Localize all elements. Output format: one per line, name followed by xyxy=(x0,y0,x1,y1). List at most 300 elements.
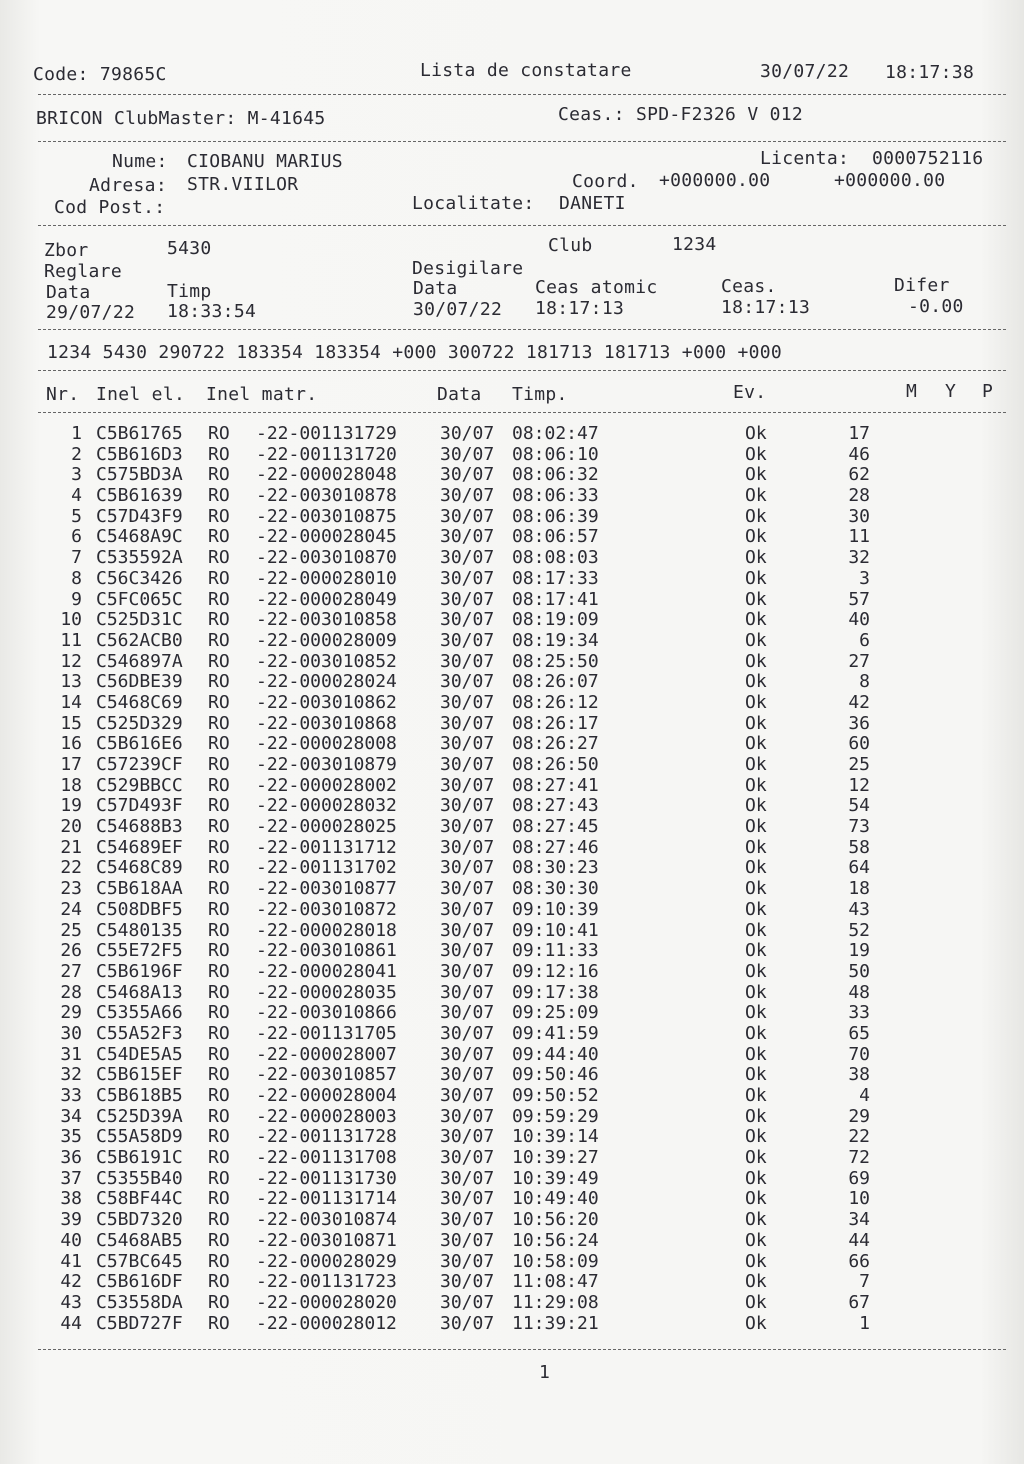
event-status: Ok xyxy=(745,754,767,775)
electronic-ring: C546897A xyxy=(96,650,183,672)
arrival-date: 30/07 xyxy=(440,1105,495,1127)
event-status: Ok xyxy=(745,1209,767,1231)
country-code: RO xyxy=(208,712,230,734)
row-number: 16 xyxy=(60,733,82,755)
country-code: RO xyxy=(208,485,230,507)
event-status: Ok xyxy=(745,960,767,982)
country-code: RO xyxy=(208,1105,230,1127)
table-row xyxy=(0,713,1024,734)
ring-number: -22-000028048 xyxy=(256,464,397,486)
arrival-time: 08:06:39 xyxy=(512,505,599,527)
rank-position: 1 xyxy=(859,1312,870,1334)
event-status: Ok xyxy=(745,836,767,858)
rank-position: 18 xyxy=(848,878,870,900)
arrival-date: 30/07 xyxy=(440,960,495,982)
event-status: Ok xyxy=(745,588,767,610)
ring-number: -22-000028045 xyxy=(256,526,397,548)
ring-number: -22-000028018 xyxy=(256,919,397,941)
col-p: P xyxy=(982,381,994,402)
electronic-ring: C5B61639 xyxy=(96,485,183,507)
arrival-time: 08:25:50 xyxy=(512,650,599,672)
country-code: RO xyxy=(208,1291,230,1313)
arrival-time: 08:06:57 xyxy=(512,526,599,548)
rank-position: 8 xyxy=(859,671,870,693)
ring-number: -22-003010862 xyxy=(256,691,397,713)
divider xyxy=(38,94,1006,95)
arrival-time: 11:08:47 xyxy=(512,1271,599,1293)
arrival-date: 30/07 xyxy=(440,1271,495,1293)
table-row xyxy=(0,837,1024,858)
arrival-time: 10:39:14 xyxy=(512,1126,599,1148)
event-status: Ok xyxy=(745,1064,767,1086)
coord-label: Coord. xyxy=(572,171,639,192)
ring-number: -22-001131729 xyxy=(256,423,397,444)
electronic-ring: C562ACB0 xyxy=(96,629,183,651)
country-code: RO xyxy=(208,836,230,858)
row-number: 20 xyxy=(60,816,82,838)
country-code: RO xyxy=(208,609,230,631)
name-label: Nume: xyxy=(112,151,168,172)
electronic-ring: C5468A9C xyxy=(96,526,183,548)
results-table xyxy=(0,423,1024,1333)
arrival-time: 10:49:40 xyxy=(512,1188,599,1210)
row-number: 25 xyxy=(60,919,82,941)
rank-position: 54 xyxy=(848,795,870,817)
table-row xyxy=(0,526,1024,547)
country-code: RO xyxy=(208,1147,230,1169)
electronic-ring: C5B61765 xyxy=(96,423,183,444)
country-code: RO xyxy=(208,919,230,941)
arrival-date: 30/07 xyxy=(440,691,495,713)
row-number: 33 xyxy=(60,1085,82,1106)
electronic-ring: C529BBCC xyxy=(96,774,183,796)
col-data: Data xyxy=(437,384,482,405)
open-date: 30/07/22 xyxy=(413,299,503,320)
arrival-time: 10:39:27 xyxy=(512,1147,599,1169)
arrival-date: 30/07 xyxy=(440,1064,495,1086)
rank-position: 65 xyxy=(848,1022,870,1044)
rank-position: 17 xyxy=(848,423,870,444)
event-status: Ok xyxy=(745,671,767,693)
row-number: 1 xyxy=(71,423,82,444)
ring-number: -22-000028003 xyxy=(256,1105,397,1127)
rank-position: 50 xyxy=(848,960,870,982)
table-row xyxy=(0,444,1024,465)
row-number: 9 xyxy=(71,588,82,610)
electronic-ring: C525D39A xyxy=(96,1105,183,1127)
arrival-date: 30/07 xyxy=(440,754,495,775)
event-status: Ok xyxy=(745,774,767,796)
country-code: RO xyxy=(208,1126,230,1148)
clock-model: Ceas.: SPD-F2326 V 012 xyxy=(558,104,804,125)
row-number: 26 xyxy=(60,940,82,962)
electronic-ring: C5BD727F xyxy=(96,1312,183,1334)
electronic-ring: C5B6191C xyxy=(96,1147,183,1169)
event-status: Ok xyxy=(745,1085,767,1106)
country-code: RO xyxy=(208,816,230,838)
arrival-date: 30/07 xyxy=(440,485,495,507)
ring-number: -22-001131705 xyxy=(256,1022,397,1044)
ring-number: -22-000028012 xyxy=(256,1312,397,1334)
rank-position: 11 xyxy=(848,526,870,548)
arrival-date: 30/07 xyxy=(440,1022,495,1044)
row-number: 19 xyxy=(60,795,82,817)
ring-number: -22-000028049 xyxy=(256,588,397,610)
rank-position: 19 xyxy=(848,940,870,962)
club-number: 1234 xyxy=(672,234,717,255)
clock-label: Ceas. xyxy=(721,276,777,297)
table-row xyxy=(0,1188,1024,1209)
row-number: 13 xyxy=(60,671,82,693)
ring-number: -22-003010852 xyxy=(256,650,397,672)
event-status: Ok xyxy=(745,1147,767,1169)
event-status: Ok xyxy=(745,567,767,589)
arrival-time: 09:10:39 xyxy=(512,898,599,920)
arrival-date: 30/07 xyxy=(440,671,495,693)
table-row xyxy=(0,1023,1024,1044)
col-m: M xyxy=(906,381,918,402)
table-row xyxy=(0,1044,1024,1065)
table-row xyxy=(0,899,1024,920)
electronic-ring: C5B618AA xyxy=(96,878,183,900)
country-code: RO xyxy=(208,671,230,693)
country-code: RO xyxy=(208,1229,230,1251)
arrival-time: 08:26:50 xyxy=(512,754,599,775)
reglare-date: 29/07/22 xyxy=(46,302,136,323)
row-number: 15 xyxy=(60,712,82,734)
row-number: 30 xyxy=(60,1022,82,1044)
table-row xyxy=(0,671,1024,692)
event-status: Ok xyxy=(745,423,767,444)
arrival-time: 09:25:09 xyxy=(512,1002,599,1024)
table-row xyxy=(0,1313,1024,1334)
row-number: 14 xyxy=(60,691,82,713)
arrival-date: 30/07 xyxy=(440,1147,495,1169)
ring-number: -22-003010871 xyxy=(256,1229,397,1251)
electronic-ring: C57D493F xyxy=(96,795,183,817)
arrival-date: 30/07 xyxy=(440,609,495,631)
electronic-ring: C53558DA xyxy=(96,1291,183,1313)
electronic-ring: C55A52F3 xyxy=(96,1022,183,1044)
event-status: Ok xyxy=(745,485,767,507)
divider xyxy=(38,412,1006,413)
summary-line: 1234 5430 290722 183354 183354 +000 300722 181713 181713 +000 +000 xyxy=(47,342,783,363)
ring-number: -22-001131723 xyxy=(256,1271,397,1293)
rank-position: 27 xyxy=(848,650,870,672)
arrival-date: 30/07 xyxy=(440,1043,495,1065)
country-code: RO xyxy=(208,1002,230,1024)
rank-position: 72 xyxy=(848,1147,870,1169)
divider xyxy=(38,329,1006,330)
arrival-date: 30/07 xyxy=(440,1085,495,1106)
arrival-date: 30/07 xyxy=(440,774,495,796)
divider xyxy=(38,141,1006,142)
electronic-ring: C57BC645 xyxy=(96,1250,183,1272)
table-row xyxy=(0,878,1024,899)
electronic-ring: C5BD7320 xyxy=(96,1209,183,1231)
ring-number: -22-001131728 xyxy=(256,1126,397,1148)
country-code: RO xyxy=(208,774,230,796)
rank-position: 12 xyxy=(848,774,870,796)
event-status: Ok xyxy=(745,1250,767,1272)
rank-position: 64 xyxy=(848,857,870,879)
zbor-label: Zbor xyxy=(44,240,89,261)
country-code: RO xyxy=(208,1209,230,1231)
electronic-ring: C55E72F5 xyxy=(96,940,183,962)
table-row xyxy=(0,795,1024,816)
country-code: RO xyxy=(208,547,230,569)
col-timp: Timp. xyxy=(512,384,568,405)
arrival-time: 08:19:34 xyxy=(512,629,599,651)
rank-position: 25 xyxy=(848,754,870,775)
table-row xyxy=(0,1147,1024,1168)
ring-number: -22-003010866 xyxy=(256,1002,397,1024)
rank-position: 67 xyxy=(848,1291,870,1313)
arrival-time: 11:29:08 xyxy=(512,1291,599,1313)
row-number: 44 xyxy=(60,1312,82,1334)
electronic-ring: C5B616D3 xyxy=(96,443,183,465)
arrival-date: 30/07 xyxy=(440,505,495,527)
arrival-time: 08:06:32 xyxy=(512,464,599,486)
arrival-date: 30/07 xyxy=(440,1291,495,1313)
table-row xyxy=(0,920,1024,941)
ring-number: -22-000028009 xyxy=(256,629,397,651)
row-number: 28 xyxy=(60,981,82,1003)
divider xyxy=(38,225,1006,226)
ring-number: -22-000028041 xyxy=(256,960,397,982)
divider xyxy=(38,1349,1006,1350)
rank-position: 29 xyxy=(848,1105,870,1127)
event-status: Ok xyxy=(745,1167,767,1189)
row-number: 22 xyxy=(60,857,82,879)
col-y: Y xyxy=(945,381,957,402)
row-number: 27 xyxy=(60,960,82,982)
electronic-ring: C5468C69 xyxy=(96,691,183,713)
electronic-ring: C5468C89 xyxy=(96,857,183,879)
row-number: 5 xyxy=(71,505,82,527)
country-code: RO xyxy=(208,1022,230,1044)
electronic-ring: C508DBF5 xyxy=(96,898,183,920)
table-row xyxy=(0,816,1024,837)
country-code: RO xyxy=(208,588,230,610)
electronic-ring: C5355B40 xyxy=(96,1167,183,1189)
row-number: 7 xyxy=(71,547,82,569)
coord-x: +000000.00 xyxy=(659,170,771,191)
rank-position: 28 xyxy=(848,485,870,507)
col-inel-el: Inel el. xyxy=(96,384,186,405)
electronic-ring: C5B616E6 xyxy=(96,733,183,755)
difference-value: -0.00 xyxy=(908,296,964,317)
row-number: 4 xyxy=(71,485,82,507)
event-status: Ok xyxy=(745,857,767,879)
arrival-time: 10:39:49 xyxy=(512,1167,599,1189)
event-status: Ok xyxy=(745,1105,767,1127)
ring-number: -22-003010877 xyxy=(256,878,397,900)
row-number: 12 xyxy=(60,650,82,672)
owner-address: STR.VIILOR xyxy=(187,174,299,195)
ring-number: -22-001131712 xyxy=(256,836,397,858)
ring-number: -22-000028025 xyxy=(256,816,397,838)
event-status: Ok xyxy=(745,878,767,900)
electronic-ring: C535592A xyxy=(96,547,183,569)
electronic-ring: C5355A66 xyxy=(96,1002,183,1024)
arrival-time: 10:56:20 xyxy=(512,1209,599,1231)
event-status: Ok xyxy=(745,650,767,672)
rank-position: 46 xyxy=(848,443,870,465)
rank-position: 42 xyxy=(848,691,870,713)
arrival-date: 30/07 xyxy=(440,1188,495,1210)
row-number: 34 xyxy=(60,1105,82,1127)
country-code: RO xyxy=(208,443,230,465)
desigilare-label: Desigilare xyxy=(412,258,524,279)
country-code: RO xyxy=(208,526,230,548)
arrival-time: 08:26:07 xyxy=(512,671,599,693)
ring-number: -22-000028032 xyxy=(256,795,397,817)
rank-position: 4 xyxy=(859,1085,870,1106)
arrival-time: 09:10:41 xyxy=(512,919,599,941)
arrival-time: 10:58:09 xyxy=(512,1250,599,1272)
event-status: Ok xyxy=(745,526,767,548)
table-row xyxy=(0,609,1024,630)
arrival-time: 11:39:21 xyxy=(512,1312,599,1334)
country-code: RO xyxy=(208,567,230,589)
table-row xyxy=(0,464,1024,485)
arrival-date: 30/07 xyxy=(440,1312,495,1334)
locality: DANETI xyxy=(559,193,626,214)
event-status: Ok xyxy=(745,691,767,713)
event-status: Ok xyxy=(745,940,767,962)
arrival-time: 09:50:46 xyxy=(512,1064,599,1086)
electronic-ring: C57D43F9 xyxy=(96,505,183,527)
country-code: RO xyxy=(208,629,230,651)
event-status: Ok xyxy=(745,919,767,941)
event-status: Ok xyxy=(745,1043,767,1065)
arrival-time: 10:56:24 xyxy=(512,1229,599,1251)
row-number: 21 xyxy=(60,836,82,858)
table-row xyxy=(0,1168,1024,1189)
row-number: 3 xyxy=(71,464,82,486)
table-row xyxy=(0,1002,1024,1023)
electronic-ring: C5B6196F xyxy=(96,960,183,982)
rank-position: 70 xyxy=(848,1043,870,1065)
rank-position: 73 xyxy=(848,816,870,838)
row-number: 18 xyxy=(60,774,82,796)
license-number: 0000752116 xyxy=(872,148,984,169)
electronic-ring: C58BF44C xyxy=(96,1188,183,1210)
arrival-date: 30/07 xyxy=(440,981,495,1003)
row-number: 8 xyxy=(71,567,82,589)
arrival-time: 08:27:43 xyxy=(512,795,599,817)
system-name: BRICON ClubMaster: M-41645 xyxy=(36,108,326,129)
arrival-date: 30/07 xyxy=(440,629,495,651)
arrival-time: 08:02:47 xyxy=(512,423,599,444)
electronic-ring: C54688B3 xyxy=(96,816,183,838)
ring-number: -22-003010878 xyxy=(256,485,397,507)
arrival-date: 30/07 xyxy=(440,547,495,569)
electronic-ring: C525D31C xyxy=(96,609,183,631)
row-number: 37 xyxy=(60,1167,82,1189)
row-number: 41 xyxy=(60,1250,82,1272)
row-number: 29 xyxy=(60,1002,82,1024)
country-code: RO xyxy=(208,1250,230,1272)
arrival-date: 30/07 xyxy=(440,1229,495,1251)
electronic-ring: C5B618B5 xyxy=(96,1085,183,1106)
electronic-ring: C525D329 xyxy=(96,712,183,734)
country-code: RO xyxy=(208,733,230,755)
ring-number: -22-003010875 xyxy=(256,505,397,527)
page-number: 1 xyxy=(539,1362,551,1383)
rank-position: 62 xyxy=(848,464,870,486)
arrival-date: 30/07 xyxy=(440,567,495,589)
table-row xyxy=(0,1126,1024,1147)
table-row xyxy=(0,940,1024,961)
row-number: 2 xyxy=(71,443,82,465)
col-inel-matr: Inel matr. xyxy=(206,384,318,405)
arrival-time: 09:11:33 xyxy=(512,940,599,962)
table-row xyxy=(0,1209,1024,1230)
rank-position: 60 xyxy=(848,733,870,755)
zbor-number: 5430 xyxy=(167,238,212,259)
arrival-date: 30/07 xyxy=(440,650,495,672)
country-code: RO xyxy=(208,1188,230,1210)
electronic-ring: C5468AB5 xyxy=(96,1229,183,1251)
row-number: 31 xyxy=(60,1043,82,1065)
country-code: RO xyxy=(208,857,230,879)
arrival-date: 30/07 xyxy=(440,526,495,548)
arrival-time: 08:08:03 xyxy=(512,547,599,569)
arrival-date: 30/07 xyxy=(440,1209,495,1231)
event-status: Ok xyxy=(745,629,767,651)
country-code: RO xyxy=(208,1085,230,1106)
arrival-date: 30/07 xyxy=(440,733,495,755)
country-code: RO xyxy=(208,464,230,486)
rank-position: 22 xyxy=(848,1126,870,1148)
ring-number: -22-003010858 xyxy=(256,609,397,631)
country-code: RO xyxy=(208,878,230,900)
electronic-ring: C5B615EF xyxy=(96,1064,183,1086)
table-row xyxy=(0,754,1024,775)
event-status: Ok xyxy=(745,712,767,734)
row-number: 39 xyxy=(60,1209,82,1231)
arrival-date: 30/07 xyxy=(440,712,495,734)
rank-position: 10 xyxy=(848,1188,870,1210)
electronic-ring: C5480135 xyxy=(96,919,183,941)
code-label: Code: 79865C xyxy=(33,64,167,85)
ring-number: -22-003010874 xyxy=(256,1209,397,1231)
arrival-time: 08:30:23 xyxy=(512,857,599,879)
arrival-date: 30/07 xyxy=(440,443,495,465)
country-code: RO xyxy=(208,1312,230,1334)
event-status: Ok xyxy=(745,898,767,920)
timp-label: Timp xyxy=(167,281,212,302)
table-row xyxy=(0,733,1024,754)
arrival-time: 08:27:45 xyxy=(512,816,599,838)
row-number: 35 xyxy=(60,1126,82,1148)
table-row xyxy=(0,982,1024,1003)
electronic-ring: C57239CF xyxy=(96,754,183,775)
rank-position: 34 xyxy=(848,1209,870,1231)
ring-number: -22-001131708 xyxy=(256,1147,397,1169)
arrival-date: 30/07 xyxy=(440,588,495,610)
arrival-time: 08:06:33 xyxy=(512,485,599,507)
arrival-time: 08:06:10 xyxy=(512,443,599,465)
country-code: RO xyxy=(208,940,230,962)
ring-number: -22-001131730 xyxy=(256,1167,397,1189)
event-status: Ok xyxy=(745,1291,767,1313)
row-number: 17 xyxy=(60,754,82,775)
reglare-label: Reglare xyxy=(44,261,122,282)
table-row xyxy=(0,1064,1024,1085)
